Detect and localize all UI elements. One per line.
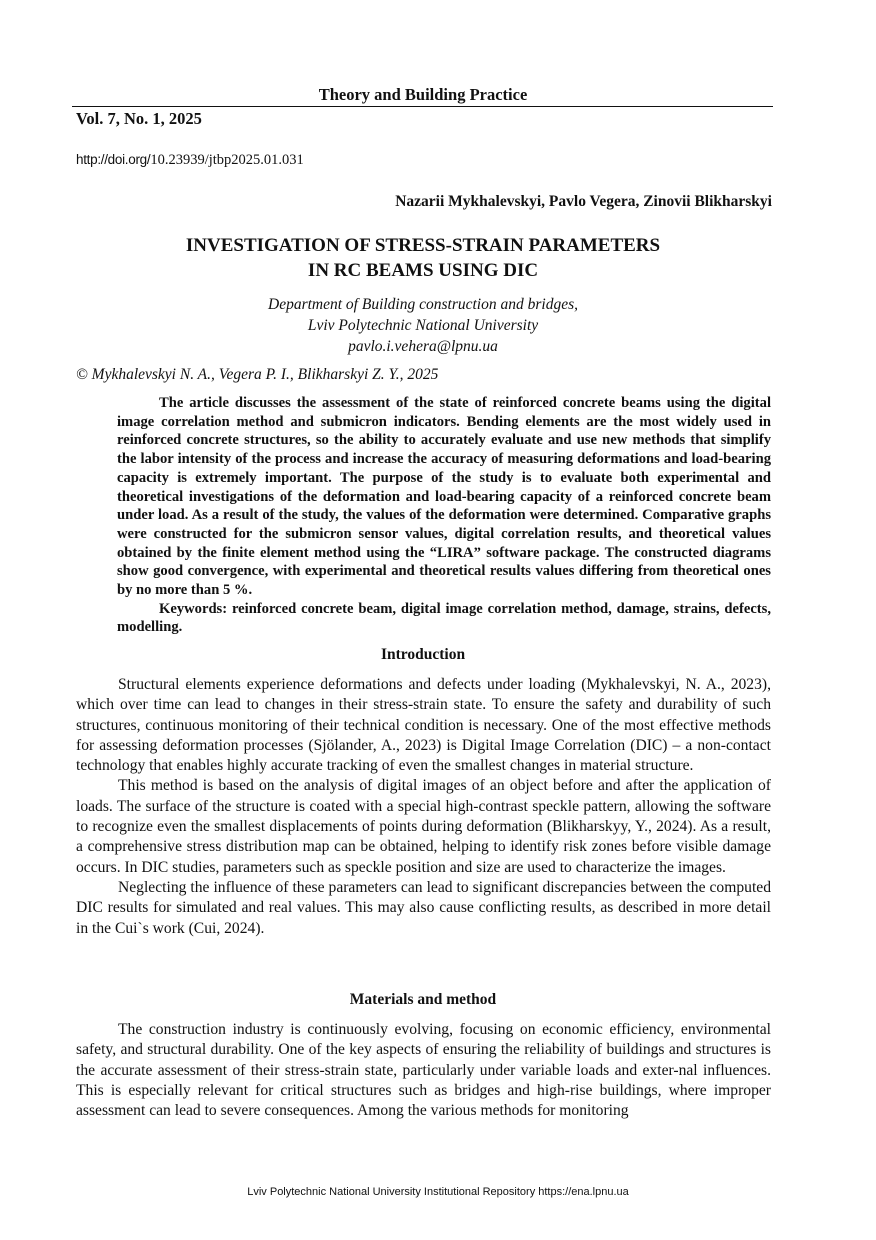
journal-name: Theory and Building Practice (318, 85, 528, 104)
paragraph: This method is based on the analysis of digital images of an object before and after the application of loads. The surface of the structure is coated with a special high-contrast speckle pattern, allowing the software to recognize even the smallest displacements of points during deformation (Blikharskyy, Y., 2024). As a result, a comprehensive stress distribution map can be obtained, helping to identify risk zones before visible damage occurs. In DIC studies, parameters such as speckle position and size are used to characterize the images. (76, 777, 771, 876)
keywords: Keywords: reinforced concrete beam, digital image correlation method, damage, strains, defects, modelling. (117, 600, 771, 636)
title-line: IN RC BEAMS USING DIC (307, 260, 539, 281)
volume-info: Vol. 7, No. 1, 2025 (76, 109, 202, 128)
paragraph: Neglecting the influence of these parameters can lead to significant discrepancies between the computed DIC results for simulated and real values. This may also cause conflicting results, as described in more detail in the Cui`s work (Cui, 2024). (76, 878, 771, 937)
abstract-text: The article discusses the assessment of the state of reinforced concrete beams using the digital image correlation method and submicron indicators. Bending elements are the most widely used in reinforced concrete structures, so the ability to accurately evaluate and use new methods that simplify the labor intensity of the process and increase the accuracy of measuring deformations and load-bearing capacity is extremely important. The purpose of the study is to evaluate both experimental and theoretical investigations of the deformation and load-bearing capacity of a reinforced concrete beam under load. As a result of the study, the values of the deformation were determined. Comparative graphs were constructed for the submicron sensor values, digital correlation results, and theoretical values obtained by the finite element method using the “LIRA” software package. The constructed diagrams show good convergence, with experimental and theoretical results values differing from theoretical ones by no more than 5 %. (117, 395, 771, 599)
doi-prefix: http://doi.org/ (76, 152, 151, 167)
email[interactable]: pavlo.i.vehera@lpnu.ua (348, 338, 498, 355)
copyright: © Mykhalevskyi N. A., Vegera P. I., Blikharskyi Z. Y., 2025 (76, 366, 439, 383)
abstract (117, 394, 771, 637)
affiliation (0, 294, 846, 357)
doi-link[interactable] (76, 152, 304, 169)
introduction-body (76, 675, 771, 939)
paper-title (0, 233, 846, 283)
paragraph: Structural elements experience deformations and defects under loading (Mykhalevskyi, N. A., 2023), which over time can lead to changes in their stress-strain state. To ensure the safety and durability of such structures, continuous monitoring of their technical condition is necessary. One of the most effective methods for assessing deformation processes (Sjölander, A., 2023) is Digital Image Correlation (DIC) – a non-contact technology that enables highly accurate tracking of even the smallest changes in material structure. (76, 676, 771, 775)
university: Lviv Polytechnic National University (307, 317, 539, 334)
repository-footer: Lviv Polytechnic National University Institutional Repository https://ena.lpnu.ua (247, 1186, 629, 1198)
doi-id: 10.23939/jtbp2025.01.031 (150, 152, 304, 168)
title-line: INVESTIGATION OF STRESS-STRAIN PARAMETERS (185, 235, 661, 256)
section-heading-introduction: Introduction (380, 646, 466, 663)
section-heading-materials: Materials and method (349, 991, 497, 1008)
materials-body (76, 1020, 771, 1121)
department: Department of Building construction and bridges, (268, 296, 578, 313)
paragraph: The construction industry is continuously evolving, focusing on economic efficiency, environmental safety, and structural durability. One of the key aspects of ensuring the reliability of buildings and structures is the accurate assessment of their stress-strain state, particularly under variable loads and exter-nal influences. This is especially relevant for critical structures such as bridges and high-rise buildings, where improper assessment can lead to severe consequences. Among the various methods for monitoring (76, 1021, 771, 1120)
authors: Nazarii Mykhalevskyi, Pavlo Vegera, Zinovii Blikharskyi (395, 193, 772, 210)
header-rule (72, 106, 773, 107)
